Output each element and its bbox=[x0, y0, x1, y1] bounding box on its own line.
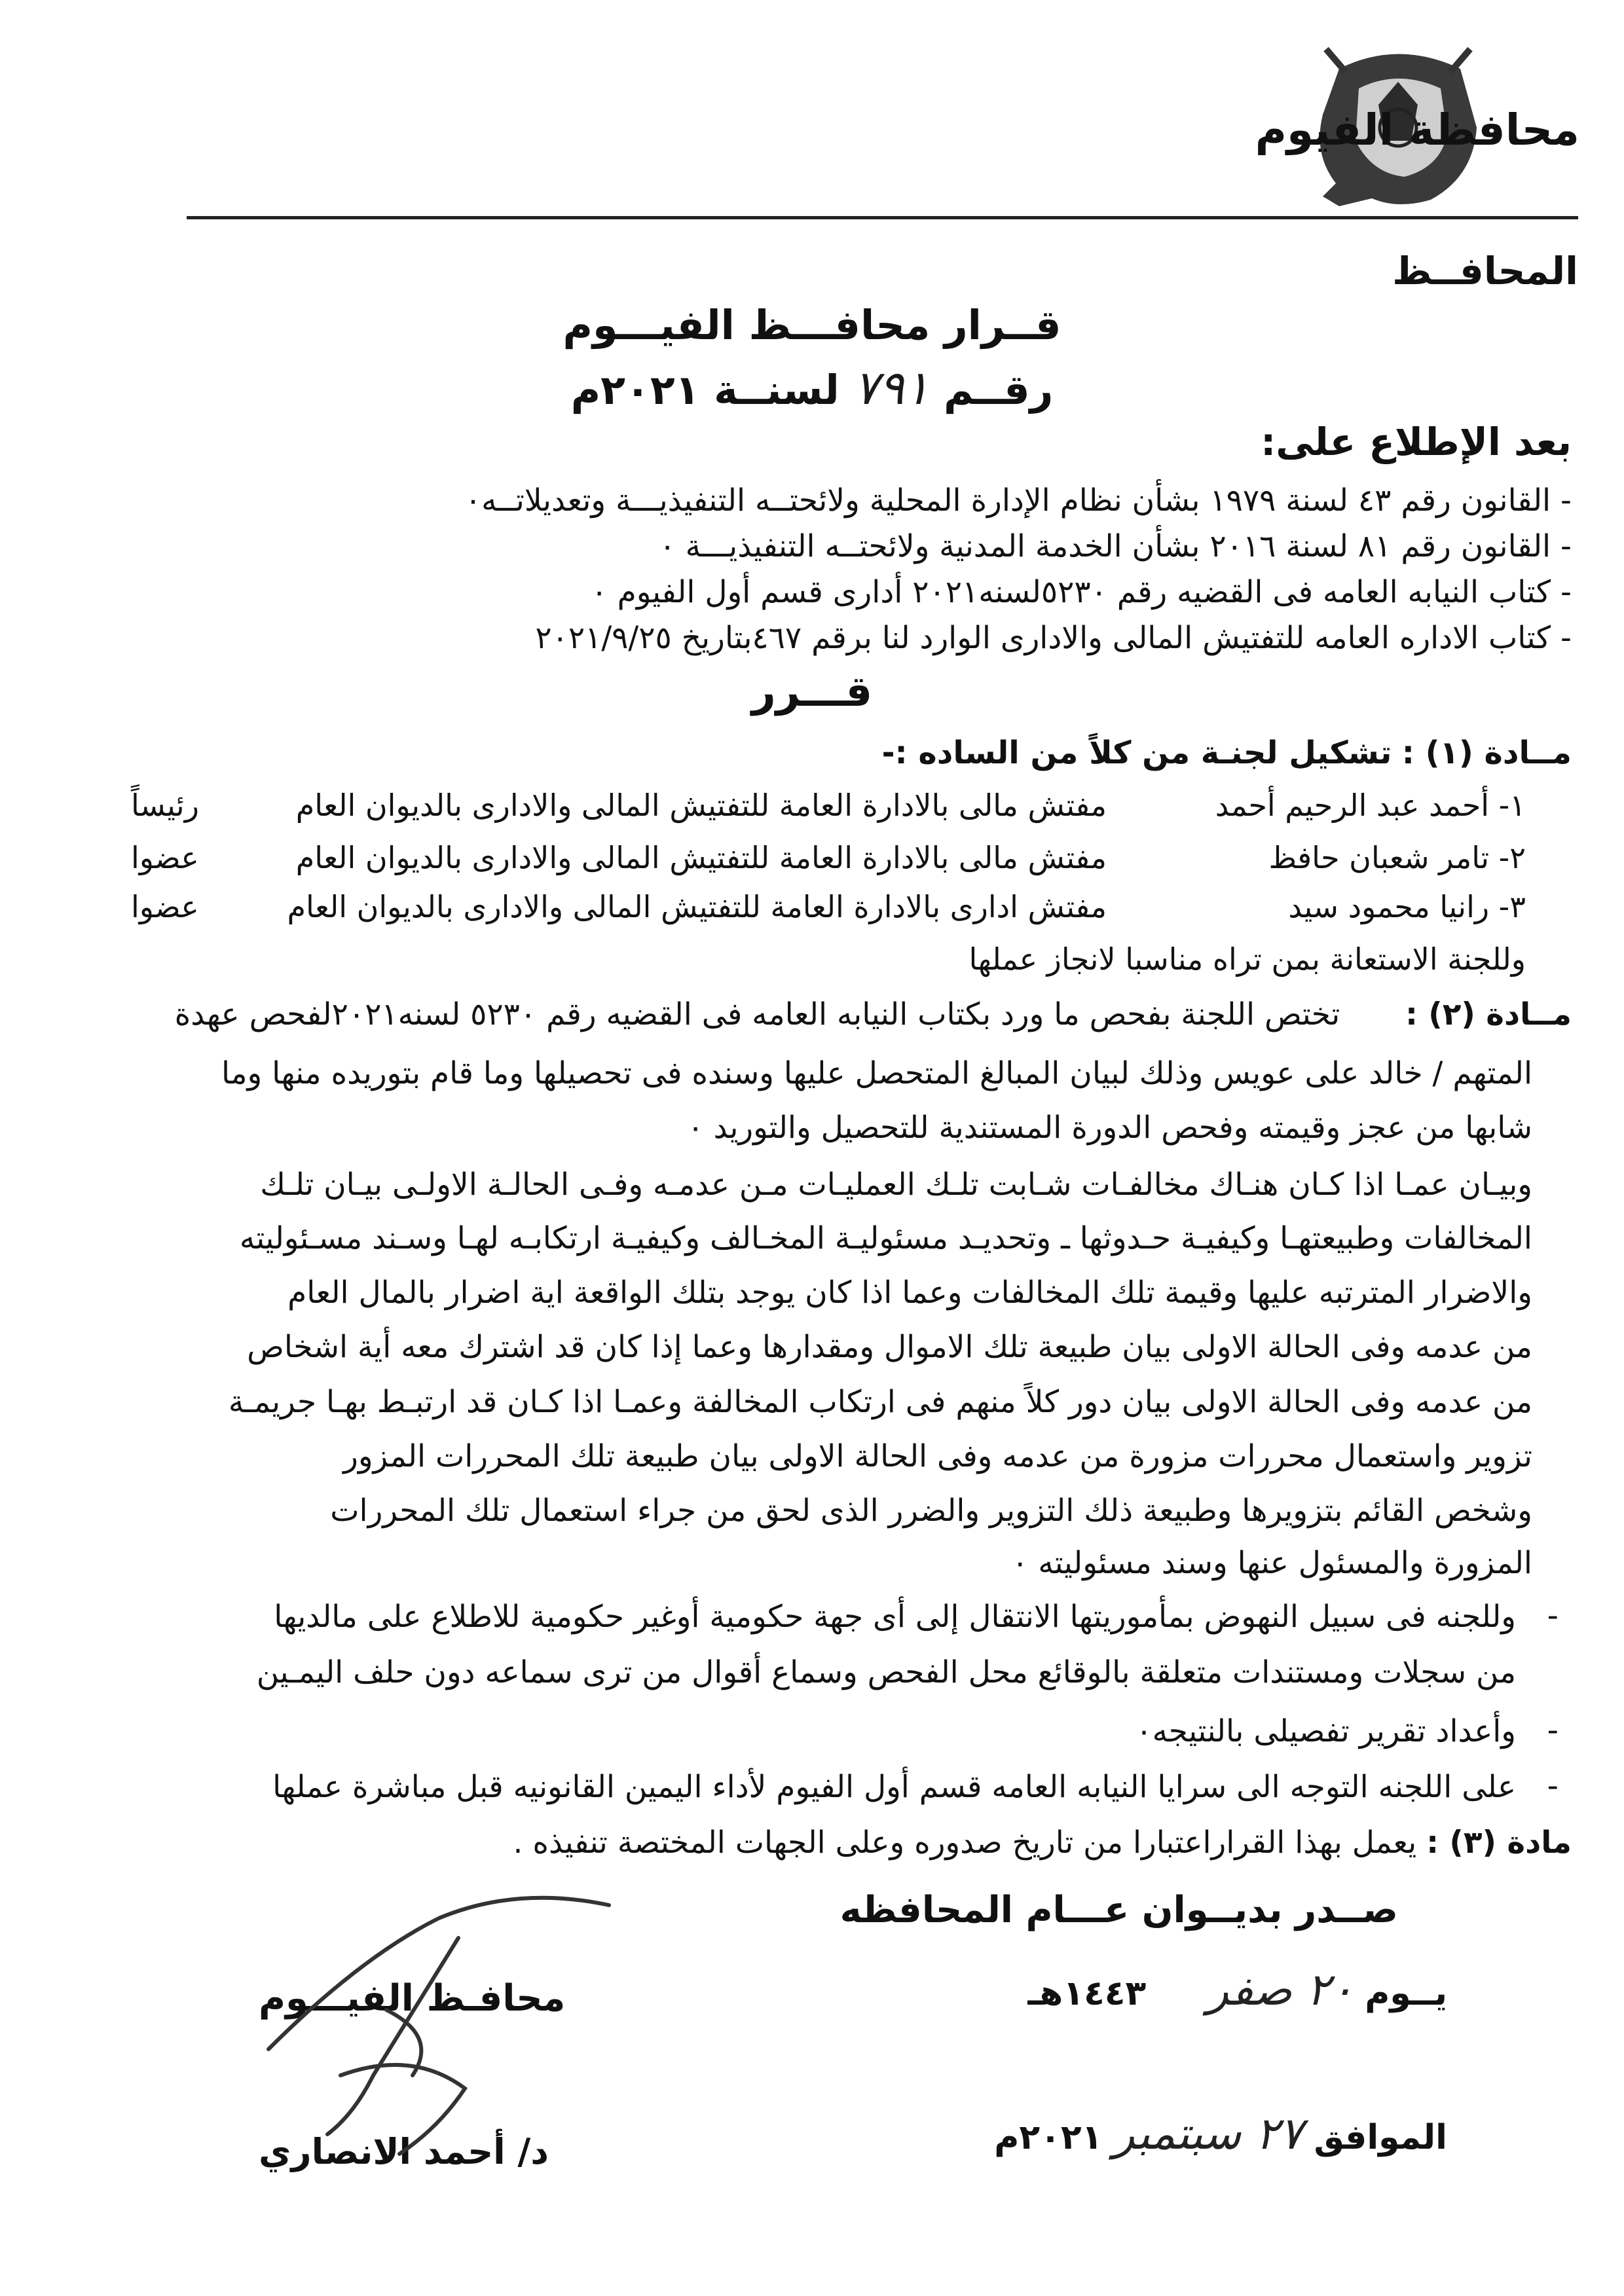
gregorian-day: ٢٧ سبتمبر bbox=[1113, 2108, 1303, 2160]
signer-title: محافـظ الفيـــوم bbox=[259, 1977, 566, 2020]
article-2-line: شابها من عجز وقيمته وفحص الدورة المستندية للتحصيل والتوريد ٠ bbox=[687, 1110, 1532, 1146]
member-role: رئيساً bbox=[131, 788, 199, 823]
decree-number-prefix: رقــم bbox=[943, 366, 1054, 414]
member-role: عضوا bbox=[131, 840, 199, 875]
article-2-line: المزورة والمسئول عنها وسند مسئوليته ٠ bbox=[1012, 1545, 1532, 1581]
article-2-line: وشخص القائم بتزويرها وطبيعة ذلك التزوير والضرر الذى لحق من جراء استعمال تلك المحررات bbox=[330, 1493, 1532, 1529]
corresponding-label: الموافق bbox=[1314, 2118, 1447, 2157]
article-2-line: المخالفات وطبيعتهـا وكيفيـة حـدوثها ـ وتحديـد مسئوليـة المخـالف وكيفيـة ارتكابـه لهـا وسـند مسـئوليته bbox=[239, 1220, 1532, 1256]
issued-at: صــدر بديــوان عـــام المحافظه bbox=[840, 1889, 1398, 1931]
header-divider bbox=[187, 216, 1578, 219]
article-2-bullet: وللجنه فى سبيل النهوض بمأموريتها الانتقال إلى أى جهة حكومية أوغير حكومية للاطلاع على مالديها bbox=[274, 1599, 1516, 1635]
decided-heading: قـــرر bbox=[751, 668, 873, 716]
article-2-text: تختص اللجنة بفحص ما ورد بكتاب النيابه العامه فى القضيه رقم ٥٢٣٠ لسنه٢٠٢١لفحص عهدة bbox=[174, 996, 1340, 1032]
bullet-dash: - bbox=[1547, 1768, 1559, 1804]
signer-name: د/ أحمد الانصاري bbox=[259, 2131, 549, 2172]
article-3-label: مادة (٣) : bbox=[1426, 1825, 1572, 1861]
office-title: المحافــظ bbox=[1392, 249, 1578, 293]
bullet-dash: - bbox=[1547, 1712, 1559, 1749]
preamble-intro: بعد الإطلاع على: bbox=[1261, 420, 1572, 464]
gregorian-year: ٢٠٢١م bbox=[994, 2118, 1103, 2157]
member-name: ٢- تامر شعبان حافظ bbox=[1268, 840, 1526, 875]
governorate-name: محافظة الفيوم bbox=[1255, 105, 1579, 155]
article-2-line: من عدمه وفى الحالة الاولى بيان دور كلاً منهم فى ارتكاب المخالفة وعمـا اذا كـان قد ارتبـط بهـا جريمـة bbox=[228, 1384, 1532, 1420]
decree-number-line bbox=[0, 360, 1624, 415]
decree-year: لسنــة ٢٠٢١م bbox=[570, 366, 840, 414]
article-2-line: والاضرار المترتبه عليها وقيمة تلك المخالفات وعما اذا كان يوجد بتلك الواقعة اية اضرار بالمال العام bbox=[287, 1275, 1532, 1311]
hijri-year: ١٤٤٣هـ bbox=[1027, 1974, 1147, 2013]
article-2-line: المتهم / خالد على عويس وذلك لبيان المبالغ المتحصل عليها وسنده فى تحصيلها وما قام بتوريده منها وما bbox=[221, 1055, 1532, 1091]
member-job: مفتش مالى بالادارة العامة للتفتيش المالى والادارى بالديوان العام bbox=[295, 788, 1107, 823]
day-label: يــوم bbox=[1365, 1974, 1447, 2013]
member-role: عضوا bbox=[131, 889, 199, 924]
article-2-label: مــادة (٢) : bbox=[1405, 996, 1572, 1032]
reference-item: - كتاب النيابه العامه فى القضيه رقم ٥٢٣٠لسنه٢٠٢١ أدارى قسم أول الفيوم ٠ bbox=[591, 574, 1572, 610]
hijri-day: ٢٠ صفر bbox=[1207, 1964, 1354, 2016]
article-1 bbox=[882, 733, 1572, 773]
article-1-text: تشكيل لجنـة من كلاً من الساده :- bbox=[881, 735, 1392, 771]
article-1-label: مــادة (١) : bbox=[1401, 735, 1572, 771]
article-2-bullet: وأعداد تقرير تفصيلى بالنتيجه٠ bbox=[1135, 1713, 1516, 1749]
article-2-bullet-cont: من سجلات ومستندات متعلقة بالوقائع محل الفحص وسماع أقوال من ترى سماعه دون حلف اليمـين bbox=[256, 1654, 1516, 1690]
decree-number: ٧٩١ bbox=[853, 360, 930, 415]
article-2-line: وبيـان عمـا اذا كـان هنـاك مخالفـات شـابت تلـك العمليـات مـن عدمـه وفـى الحالـة الاولـى بيـان تلـك bbox=[260, 1167, 1532, 1203]
committee-note: وللجنة الاستعانة بمن تراه مناسبا لانجاز عملها bbox=[969, 941, 1526, 977]
article-2-line: من عدمه وفى الحالة الاولى بيان طبيعة تلك الاموال ومقدارها وعما إذا كان قد اشترك معه أية اشخاص bbox=[247, 1329, 1532, 1365]
member-name: ١- أحمد عبد الرحيم أحمد bbox=[1215, 788, 1526, 823]
article-2-line: تزوير واستعمال محررات مزورة من عدمه وفى الحالة الاولى بيان طبيعة تلك المحررات المزور bbox=[343, 1438, 1532, 1474]
member-job: مفتش ادارى بالادارة العامة للتفتيش المالى والادارى بالديوان العام bbox=[287, 889, 1107, 924]
hijri-date bbox=[1028, 1964, 1448, 2016]
article-2-first-line bbox=[175, 995, 1572, 1034]
member-name: ٣- رانيا محمود سيد bbox=[1288, 889, 1526, 924]
reference-item: - القانون رقم ٤٣ لسنة ١٩٧٩ بشأن نظام الإدارة المحلية ولائحتــه التنفيذيـــة وتعديلاتــه٠ bbox=[464, 483, 1572, 519]
article-3 bbox=[513, 1823, 1572, 1863]
member-job: مفتش مالى بالادارة العامة للتفتيش المالى والادارى بالديوان العام bbox=[295, 840, 1107, 875]
decree-title: قــرار محافـــظ الفيـــوم bbox=[563, 301, 1061, 349]
article-2-bullet: على اللجنه التوجه الى سرايا النيابه العامه قسم أول الفيوم لأداء اليمين القانونيه قبل مباشرة عملها bbox=[272, 1769, 1516, 1805]
handwritten-signature-icon bbox=[242, 1879, 622, 2180]
article-3-text: يعمل بهذا القراراعتبارا من تاريخ صدوره وعلى الجهات المختصة تنفيذه . bbox=[513, 1825, 1417, 1861]
bullet-dash: - bbox=[1547, 1597, 1559, 1634]
reference-item: - كتاب الاداره العامه للتفتيش المالى والادارى الوارد لنا برقم ٤٦٧بتاريخ ٢٠٢١/٩/٢٥ bbox=[535, 620, 1572, 656]
reference-item: - القانون رقم ٨١ لسنة ٢٠١٦ بشأن الخدمة المدنية ولائحتــه التنفيذيـــة ٠ bbox=[659, 528, 1572, 564]
gregorian-date bbox=[994, 2108, 1447, 2160]
